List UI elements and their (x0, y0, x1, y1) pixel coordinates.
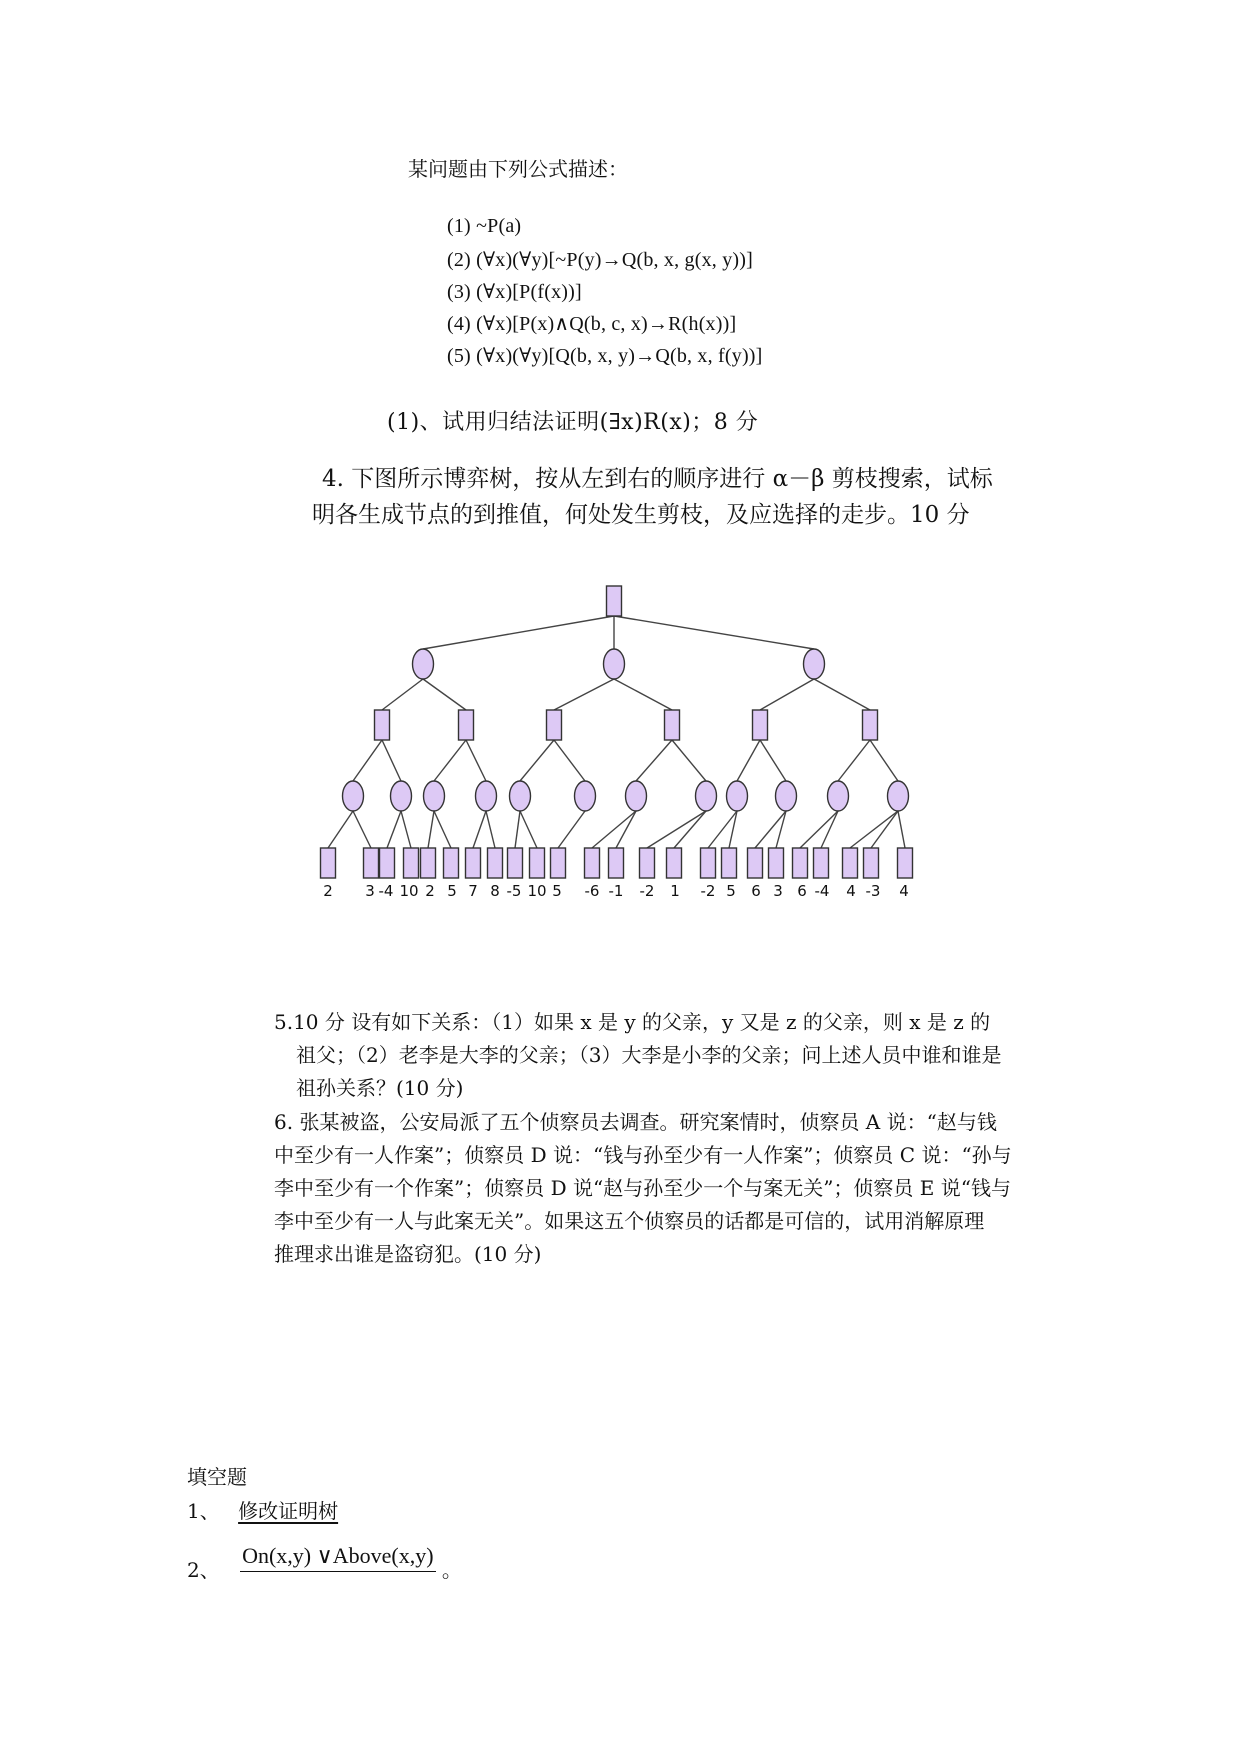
tree-edge (614, 616, 814, 649)
leaf-value-label: 5 (447, 882, 457, 900)
leaf-value-label: 6 (797, 882, 807, 900)
problem6-line1: 6. 张某被盗，公安局派了五个侦察员去调查。研究案情时，侦察员 A 说：“赵与钱 (274, 1110, 997, 1134)
leaf-value-label: -3 (865, 882, 881, 900)
problem6-line4: 李中至少有一人与此案无关”。如果这五个侦察员的话都是可信的，试用消解原理 (274, 1209, 985, 1233)
min-node (828, 781, 849, 811)
tree-edge (353, 811, 371, 848)
leaf-value-label: 4 (899, 882, 909, 900)
problem5-line3: 祖孙关系？(10 分) (296, 1076, 464, 1100)
tree-edge (672, 740, 706, 781)
leaf-node (793, 848, 808, 878)
leaf-node (609, 848, 624, 878)
min-node (476, 781, 497, 811)
min-node (776, 781, 797, 811)
tree-edge (760, 740, 786, 781)
max-root-node (607, 586, 622, 616)
item-2-period: 。 (441, 1558, 462, 1582)
leaf-value-label: -2 (700, 882, 716, 900)
leaf-value-label: 10 (527, 882, 547, 900)
leaf-node (898, 848, 913, 878)
leaf-value-label: 2 (425, 882, 435, 900)
leaf-node (640, 848, 655, 878)
tree-edge (636, 740, 672, 781)
tree-edge (387, 811, 401, 848)
leaf-value-label: -1 (608, 882, 624, 900)
tree-edge (592, 811, 636, 848)
min-node (696, 781, 717, 811)
problem6-line3: 李中至少有一个作案”；侦察员 D 说“赵与孙至少一个与案无关”；侦察员 E 说“钱与 (274, 1176, 1011, 1200)
leaf-node (748, 848, 763, 878)
tree-edge (760, 679, 814, 710)
leaf-value-label: 10 (399, 882, 419, 900)
min-node (391, 781, 412, 811)
tree-edge (558, 811, 585, 848)
leaf-value-label: 5 (552, 882, 562, 900)
max-node (863, 710, 878, 740)
problem5-line1: 5.10 分 设有如下关系：（1）如果 x 是 y 的父亲，y 又是 z 的父亲，则 x 是 z 的 (274, 1010, 991, 1034)
tree-edge (647, 811, 706, 848)
tree-edge (554, 740, 585, 781)
min-node (424, 781, 445, 811)
leaf-node (701, 848, 716, 878)
tree-edge (520, 811, 537, 848)
problem3-intro: 某问题由下列公式描述： (408, 157, 628, 181)
formula-5: (5) (∀x)(∀y)[Q(b, x, y)→Q(b, x, f(y))] (447, 345, 763, 367)
leaf-node (364, 848, 379, 878)
tree-edge (401, 811, 411, 848)
leaf-value-label: -4 (378, 882, 394, 900)
min-node (343, 781, 364, 811)
max-node (547, 710, 562, 740)
leaf-value-label: 6 (751, 882, 761, 900)
leaf-node (488, 848, 503, 878)
problem5-line2: 祖父；（2）老李是大李的父亲；（3）大李是小李的父亲；问上述人员中谁和谁是 (296, 1043, 1002, 1067)
max-node (753, 710, 768, 740)
formula-1: (1) ~P(a) (447, 215, 522, 237)
max-node (375, 710, 390, 740)
tree-edge (434, 740, 466, 781)
leaf-node (814, 848, 829, 878)
max-node (665, 710, 680, 740)
tree-edge (515, 811, 520, 848)
formula-2: (2) (∀x)(∀y)[~P(y)→Q(b, x, g(x, y))] (447, 249, 753, 271)
tree-edge (428, 811, 434, 848)
leaf-node (444, 848, 459, 878)
min-node (727, 781, 748, 811)
leaf-node (843, 848, 858, 878)
problem3-subquestion: (1)、试用归结法证明(∃x)R(x)；8 分 (387, 410, 759, 435)
tree-edge (614, 679, 672, 710)
leaf-value-label: 1 (670, 882, 680, 900)
problem4-line1: 4. 下图所示博弈树，按从左到右的顺序进行 α－β 剪枝搜索，试标 (322, 466, 993, 492)
tree-edge (850, 811, 898, 848)
min-node (804, 649, 825, 679)
leaf-node (530, 848, 545, 878)
min-node (510, 781, 531, 811)
tree-edge (328, 811, 353, 848)
tree-edge (423, 616, 614, 649)
fill-blank-item-1 (187, 1495, 338, 1524)
leaf-node (508, 848, 523, 878)
item-1-number: 1、 (187, 1499, 220, 1523)
leaf-value-label: 5 (726, 882, 736, 900)
tree-edge (382, 679, 423, 710)
leaf-value-label: -5 (506, 882, 522, 900)
tree-edge (821, 811, 838, 848)
leaf-node (769, 848, 784, 878)
fill-blank-item-2 (187, 1540, 462, 1582)
leaf-value-label: 2 (323, 882, 333, 900)
tree-edge (423, 679, 466, 710)
leaf-node (722, 848, 737, 878)
min-node (604, 649, 625, 679)
tree-edge (814, 679, 870, 710)
item-2-answer: On(x,y) ∨Above(x,y) (240, 1543, 435, 1572)
tree-edge (520, 740, 554, 781)
min-node (626, 781, 647, 811)
tree-edge (737, 740, 760, 781)
tree-edge (870, 740, 898, 781)
leaf-value-label: 7 (468, 882, 478, 900)
leaf-value-label: -4 (814, 882, 830, 900)
formula-4: (4) (∀x)[P(x)∧Q(b, c, x)→R(h(x))] (447, 313, 737, 335)
leaf-node (667, 848, 682, 878)
leaf-node (864, 848, 879, 878)
leaf-node (466, 848, 481, 878)
leaf-value-label: 8 (490, 882, 500, 900)
leaf-node (380, 848, 395, 878)
item-1-answer: 修改证明树 (238, 1499, 339, 1523)
tree-edge (554, 679, 614, 710)
leaf-node (421, 848, 436, 878)
tree-edge (838, 740, 870, 781)
leaf-value-label: 4 (846, 882, 856, 900)
min-node (413, 649, 434, 679)
max-node (459, 710, 474, 740)
problem6-line5: 推理求出谁是盗窃犯。(10 分) (274, 1242, 542, 1266)
min-node (575, 781, 596, 811)
leaf-node (585, 848, 600, 878)
tree-edge (486, 811, 495, 848)
problem4-line2: 明各生成节点的到推值，何处发生剪枝，及应选择的走步。10 分 (312, 502, 970, 528)
leaf-node (321, 848, 336, 878)
leaf-node (551, 848, 566, 878)
formula-3: (3) (∀x)[P(f(x))] (447, 281, 582, 303)
tree-edge (473, 811, 486, 848)
item-2-number: 2、 (187, 1558, 220, 1582)
leaf-value-label: 3 (773, 882, 783, 900)
problem6-line2: 中至少有一人作案”；侦察员 D 说：“钱与孙至少有一人作案”；侦察员 C 说：“孙与 (274, 1143, 1012, 1167)
leaf-value-label: 3 (365, 882, 375, 900)
tree-edge (674, 811, 706, 848)
leaf-node (404, 848, 419, 878)
tree-edge (466, 740, 486, 781)
leaf-value-label: -6 (584, 882, 600, 900)
tree-edge (800, 811, 838, 848)
min-node (888, 781, 909, 811)
tree-edge (353, 740, 382, 781)
tree-edge (616, 811, 636, 848)
tree-edge (898, 811, 905, 848)
fill-blank-title: 填空题 (187, 1465, 247, 1489)
leaf-value-label: -2 (639, 882, 655, 900)
tree-edge (434, 811, 451, 848)
tree-edge (382, 740, 401, 781)
